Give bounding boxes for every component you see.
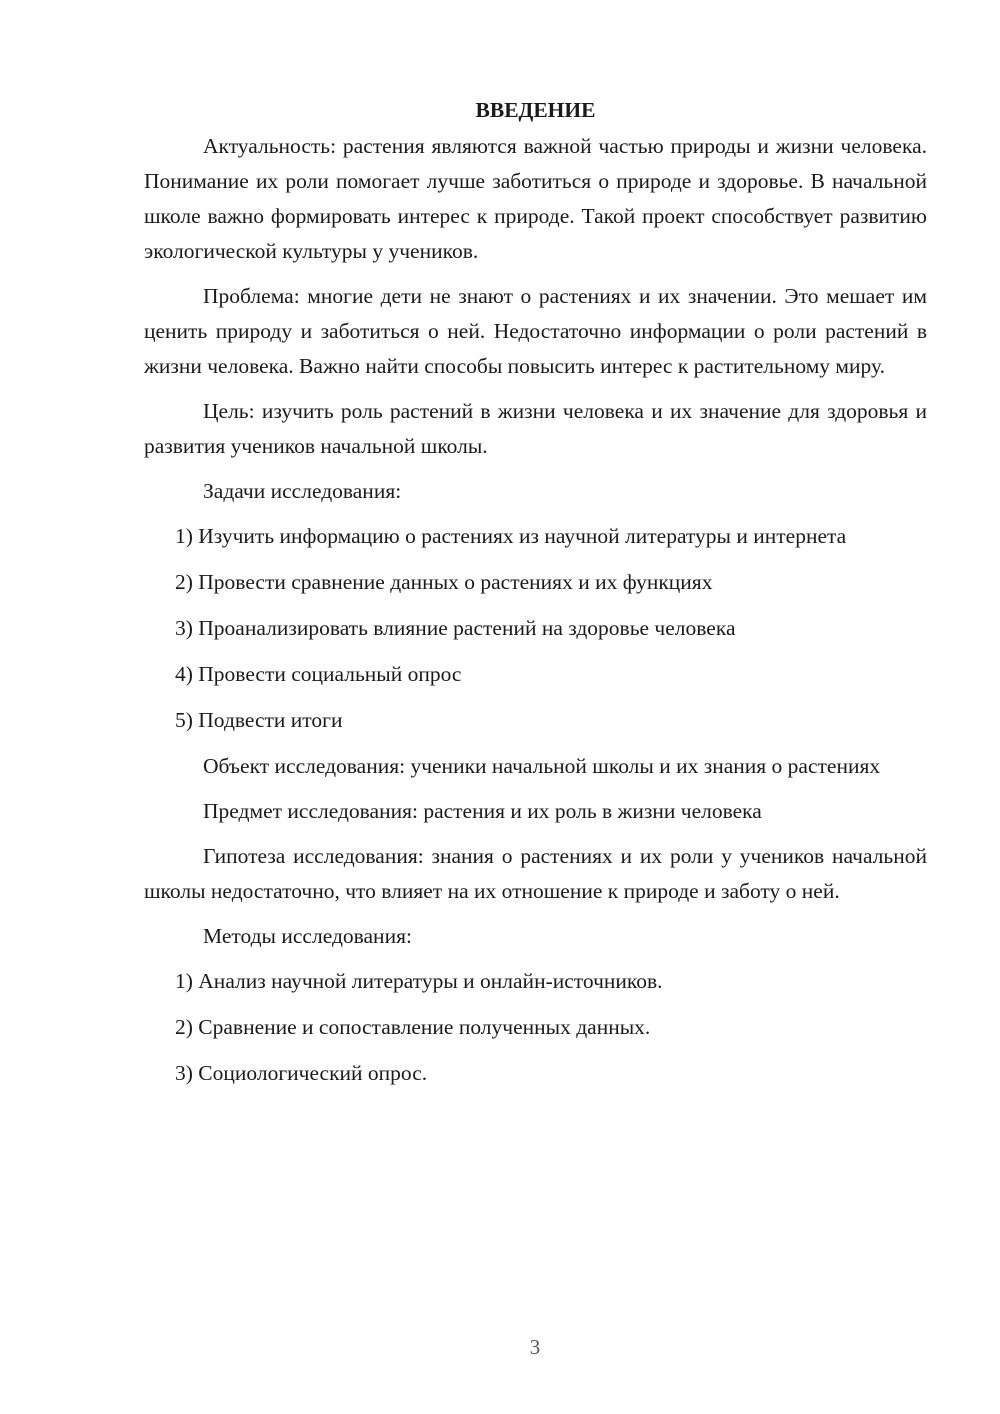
task-item-4: 4) Провести социальный опрос	[175, 662, 462, 686]
method-item-2: 2) Сравнение и сопоставление полученных данных.	[175, 1015, 651, 1039]
methods-heading: Методы исследования:	[203, 924, 412, 948]
document-page	[144, 92, 927, 1102]
tasks-heading: Задачи исследования:	[203, 479, 402, 503]
tasks-list	[144, 519, 927, 738]
method-item-1: 1) Анализ научной литературы и онлайн-источников.	[175, 969, 663, 993]
paragraph-problem: Проблема: многие дети не знают о растениях и их значении. Это мешает им ценить природу и заботиться о ней. Недостаточно информации о роли растений в жизни человека. Важно найти способы повысить интерес к растительному миру.	[144, 284, 927, 378]
method-item-3: 3) Социологический опрос.	[175, 1061, 428, 1085]
paragraph-hypothesis: Гипотеза исследования: знания о растениях и их роли у учеников начальной школы недостаточно, что влияет на их отношение к природе и заботу о ней.	[144, 844, 927, 903]
paragraph-goal: Цель: изучить роль растений в жизни человека и их значение для здоровья и развития учеников начальной школы.	[144, 399, 927, 458]
task-item-1: 1) Изучить информацию о растениях из научной литературы и интернета	[175, 524, 847, 548]
section-title: ВВЕДЕНИЕ	[475, 98, 596, 122]
paragraph-relevance: Актуальность: растения являются важной частью природы и жизни человека. Понимание их роли помогает лучше заботиться о природе и здоровье. В начальной школе важно формировать интерес к природе. Такой проект способствует развитию экологической культуры у учеников.	[144, 134, 927, 263]
task-item-2: 2) Провести сравнение данных о растениях и их функциях	[175, 570, 713, 594]
task-item-3: 3) Проанализировать влияние растений на здоровье человека	[175, 616, 736, 640]
page-number: 3	[529, 1335, 541, 1359]
paragraph-subject: Предмет исследования: растения и их роль в жизни человека	[203, 799, 762, 823]
methods-list	[144, 964, 927, 1091]
task-item-5: 5) Подвести итоги	[175, 708, 343, 732]
paragraph-object: Объект исследования: ученики начальной школы и их знания о растениях	[203, 754, 881, 778]
